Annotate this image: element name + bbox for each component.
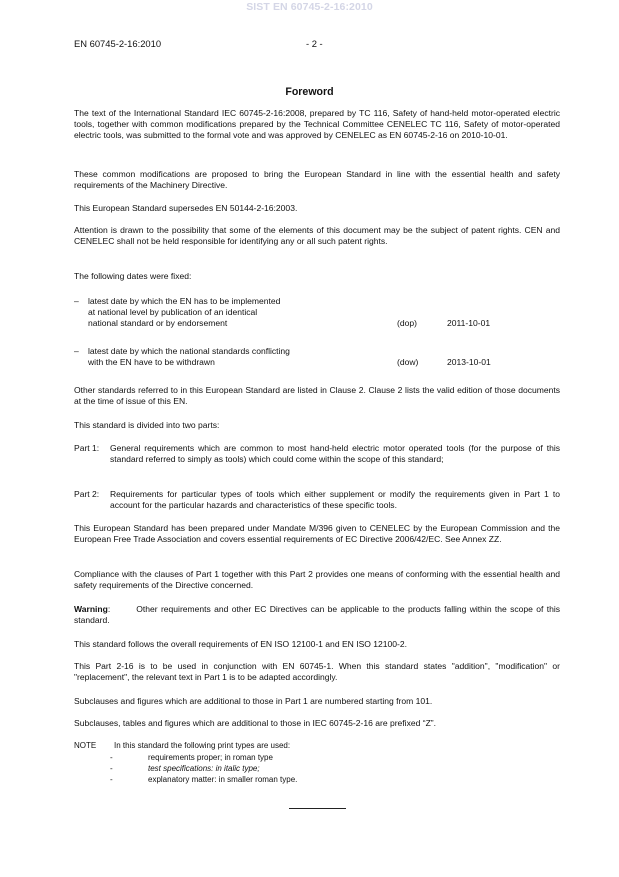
- dates-item-line: at national level by publication of an identical: [88, 307, 258, 317]
- note-intro: In this standard the following print types are used:: [114, 741, 291, 750]
- note-item-dash: -: [110, 775, 113, 784]
- dates-item-date: 2013-10-01: [447, 357, 491, 367]
- part-text: General requirements which are common to most hand-held electric motor operated tools (for the purpose of this standard referred to simply as tools) which could come within the scope of this standard;: [110, 443, 560, 465]
- part-label: Part 1:: [74, 443, 100, 453]
- paragraph-prefix: Subclauses, tables and figures which are additional to those in IEC 60745-2-16 are prefixed “Z”.: [74, 718, 437, 728]
- part-label: Part 2:: [74, 489, 100, 499]
- dates-item-line: national standard or by endorsement: [88, 318, 228, 328]
- page-title: Foreword: [285, 86, 334, 98]
- warning-label: Warning: [74, 604, 108, 614]
- note-item-dash: -: [110, 764, 113, 773]
- dates-item-date: 2011-10-01: [447, 318, 491, 328]
- note-item-dash: -: [110, 753, 113, 762]
- paragraph-compliance: Compliance with the clauses of Part 1 together with this Part 2 provides one means of conforming with the essential health and safety requirements of the Directive concerned.: [74, 569, 560, 591]
- dates-item-code: (dow): [397, 357, 419, 367]
- paragraph-other-standards: Other standards referred to in this European Standard are listed in Clause 2. Clause 2 lists the valid edition of those documents at the time of issue of this EN.: [74, 385, 560, 407]
- dates-item-line: latest date by which the EN has to be implemented: [88, 296, 281, 306]
- dates-item-code: (dop): [397, 318, 417, 328]
- paragraph-iso: This standard follows the overall requirements of EN ISO 12100-1 and EN ISO 12100-2.: [74, 639, 408, 649]
- header-doc-id: EN 60745-2-16:2010: [74, 38, 162, 49]
- warning-colon: :: [107, 604, 111, 614]
- warning-text: Other requirements and other EC Directives can be applicable to the products falling within the scope of this standard.: [74, 604, 560, 626]
- dates-item-dash: –: [74, 346, 79, 356]
- paragraph-patent: Attention is drawn to the possibility that some of the elements of this document may be the subject of patent rights. CEN and CENELEC shall not be held responsible for identifying any or all such patent rights.: [74, 225, 560, 247]
- note-item-text: test specifications: in italic type;: [148, 764, 260, 773]
- note-label: NOTE: [74, 741, 97, 750]
- end-divider: [289, 808, 346, 809]
- watermark: SIST EN 60745-2-16:2010: [246, 1, 373, 13]
- warning-paragraph: [74, 604, 560, 626]
- dates-item-line: latest date by which the national standards conflicting: [88, 346, 290, 356]
- paragraph-part-usage: This Part 2-16 is to be used in conjunction with EN 60745-1. When this standard states "addition", "modification" or "replacement", the relevant text in Part 1 is to be adapted accordingly.: [74, 661, 560, 683]
- paragraph-two-parts: This standard is divided into two parts:: [74, 420, 220, 430]
- paragraph-mandate: This European Standard has been prepared under Mandate M/396 given to CENELEC by the European Commission and the European Free Trade Association and covers essential requirements of EC Directive 2006/42/EC. See Annex ZZ.: [74, 523, 560, 545]
- paragraph-intro: The text of the International Standard IEC 60745-2-16:2008, prepared by TC 116, Safety of hand-held motor-operated electric tools, together with common modifications prepared by the Technical Committee CENELEC TC 116, Safety of motor-operated electric tools, was submitted to the formal vote and was approved by CENELEC as EN 60745-2-16 on 2010-10-01.: [74, 108, 560, 141]
- note-item-text: requirements proper; in roman type: [148, 753, 273, 762]
- part-text: Requirements for particular types of tools which either supplement or modify the requirements given in Part 1 to account for the particular hazards and characteristics of these specific tools.: [110, 489, 560, 511]
- note-item-text: explanatory matter: in smaller roman type.: [148, 775, 298, 784]
- header-page-number: - 2 -: [306, 38, 323, 49]
- paragraph-modifications: These common modifications are proposed to bring the European Standard in line with the essential health and safety requirements of the Machinery Directive.: [74, 169, 560, 191]
- dates-item-dash: –: [74, 296, 79, 306]
- paragraph-dates-intro: The following dates were fixed:: [74, 271, 192, 281]
- paragraph-supersedes: This European Standard supersedes EN 50144-2-16:2003.: [74, 203, 298, 213]
- dates-item-line: with the EN have to be withdrawn: [88, 357, 215, 367]
- paragraph-numbering: Subclauses and figures which are additional to those in Part 1 are numbered starting from 101.: [74, 696, 433, 706]
